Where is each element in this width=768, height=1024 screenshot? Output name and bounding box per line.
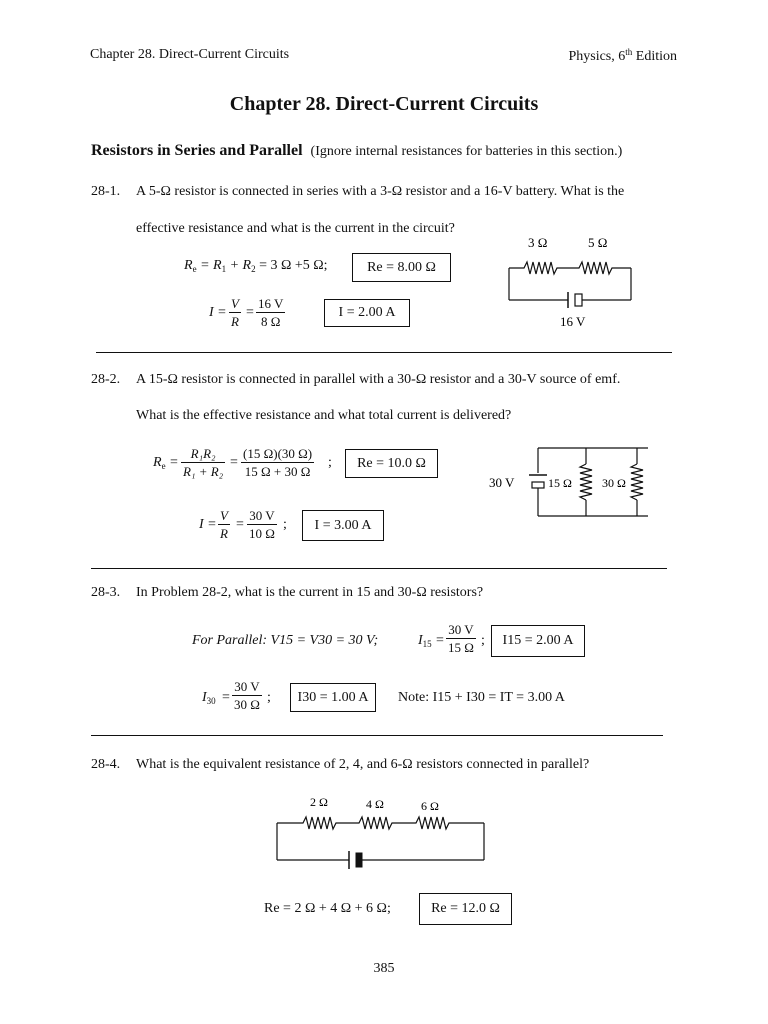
battery-label: 16 V xyxy=(560,314,586,329)
resistor-15-ohm xyxy=(580,464,592,500)
equals-sign: = xyxy=(236,517,244,532)
problem-number: 28-1. xyxy=(91,184,121,199)
page-title: Chapter 28. Direct-Current Circuits xyxy=(229,93,539,115)
fraction: $\frac{V}{R}$ xyxy=(231,296,239,329)
equation: $R_e = R_1 + R_2 = 3$ Ω +5 Ω; xyxy=(184,258,328,274)
fraction: $\frac{\text{R₁R₂}}{\text{R₁ + R₂}}$ xyxy=(183,446,224,479)
problem-text: What is the effective resistance and what total current is delivered? xyxy=(136,408,512,423)
battery-label: 30 V xyxy=(489,475,515,490)
running-header-chapter: Chapter 28. Direct-Current Circuits xyxy=(90,47,290,62)
semicolon: ; xyxy=(283,517,287,532)
series-circuit-diagram xyxy=(500,230,640,330)
resistor-6-ohm xyxy=(410,817,484,829)
answer-box: I15 = 2.00 A xyxy=(491,625,585,657)
resistor-4-ohm xyxy=(350,817,410,829)
battery-symbol xyxy=(356,853,362,867)
resistor-30-ohm xyxy=(631,464,643,500)
problem-text: A 15-Ω resistor is connected in parallel with a 30-Ω resistor and a 30-V source of emf. xyxy=(136,372,621,387)
fraction: $\frac{V}{R}$ xyxy=(220,508,228,541)
resistor-label: 3 Ω xyxy=(528,235,548,250)
answer-box: Re = 12.0 Ω xyxy=(419,893,512,925)
resistor-3-ohm xyxy=(509,262,564,274)
battery-symbol xyxy=(532,482,544,488)
problem-number: 28-4. xyxy=(91,757,121,772)
equals-sign: = xyxy=(246,305,254,320)
resistor-2-ohm xyxy=(277,817,350,829)
equation-lhs: $R_e$ xyxy=(153,455,166,471)
equation: For Parallel: V15 = V30 = 30 V; xyxy=(192,633,379,648)
resistor-5-ohm xyxy=(564,262,631,274)
semicolon: ; xyxy=(481,633,485,648)
problem-text: effective resistance and what is the current in the circuit? xyxy=(136,221,455,236)
equation: Re = 2 Ω + 4 Ω + 6 Ω; xyxy=(264,901,391,916)
page-number: 385 xyxy=(373,961,395,976)
section-heading: Resistors in Series and Parallel (Ignore internal resistances for batteries in this section.) xyxy=(91,142,623,159)
equation-lhs: $I_{15}$ xyxy=(418,633,432,649)
answer-box: I30 = 1.00 A xyxy=(290,683,376,712)
resistor-label: 2 Ω xyxy=(310,795,328,809)
equation-lhs: $I_{30}$ xyxy=(202,690,216,706)
battery-symbol xyxy=(575,294,582,306)
divider xyxy=(91,568,667,569)
answer-box: Re = 10.0 Ω xyxy=(345,449,438,478)
fraction: $\frac{16 V}{8 \Omega}$ xyxy=(258,296,284,329)
answer-box: I = 2.00 A xyxy=(324,299,410,327)
resistor-label: 6 Ω xyxy=(421,799,439,813)
problem-text: In Problem 28-2, what is the current in 15 and 30-Ω resistors? xyxy=(136,585,484,600)
problem-number: 28-3. xyxy=(91,585,121,600)
answer-box: I = 3.00 A xyxy=(302,510,384,541)
parallel-circuit-diagram xyxy=(485,440,665,525)
fraction: $\frac{30 V}{15 \Omega}$ xyxy=(448,622,474,655)
equals-sign: = xyxy=(170,455,178,470)
equation-lhs: I = xyxy=(199,517,217,532)
divider xyxy=(91,735,663,736)
note: Note: I15 + I30 = IT = 3.00 A xyxy=(398,690,565,705)
equation-lhs: I = xyxy=(209,305,227,320)
problem-text: A 5-Ω resistor is connected in series with a 3-Ω resistor and a 16-V battery. What is the xyxy=(136,184,625,199)
divider xyxy=(96,352,672,353)
problem-number: 28-2. xyxy=(91,372,121,387)
running-header-book: Physics, 6th Edition xyxy=(568,47,677,64)
resistor-label: 5 Ω xyxy=(588,235,608,250)
resistor-label: 30 Ω xyxy=(602,476,626,490)
semicolon: ; xyxy=(328,455,332,470)
equals-sign: = xyxy=(230,455,238,470)
series-circuit-diagram xyxy=(270,790,495,870)
answer-box: Re = 8.00 Ω xyxy=(352,253,451,282)
equals-sign: = xyxy=(436,633,444,648)
resistor-label: 4 Ω xyxy=(366,797,384,811)
fraction: $\frac{(15 \Omega)(30 \Omega)}{15 \Omega + 30 \Omega}$ xyxy=(243,446,313,479)
equals-sign: = xyxy=(222,690,230,705)
fraction: $\frac{30 V}{10 \Omega}$ xyxy=(249,508,275,541)
problem-text: What is the equivalent resistance of 2, 4, and 6-Ω resistors connected in parallel? xyxy=(136,757,590,772)
fraction: $\frac{30 V}{30 \Omega}$ xyxy=(234,679,260,712)
semicolon: ; xyxy=(267,690,271,705)
resistor-label: 15 Ω xyxy=(548,476,572,490)
